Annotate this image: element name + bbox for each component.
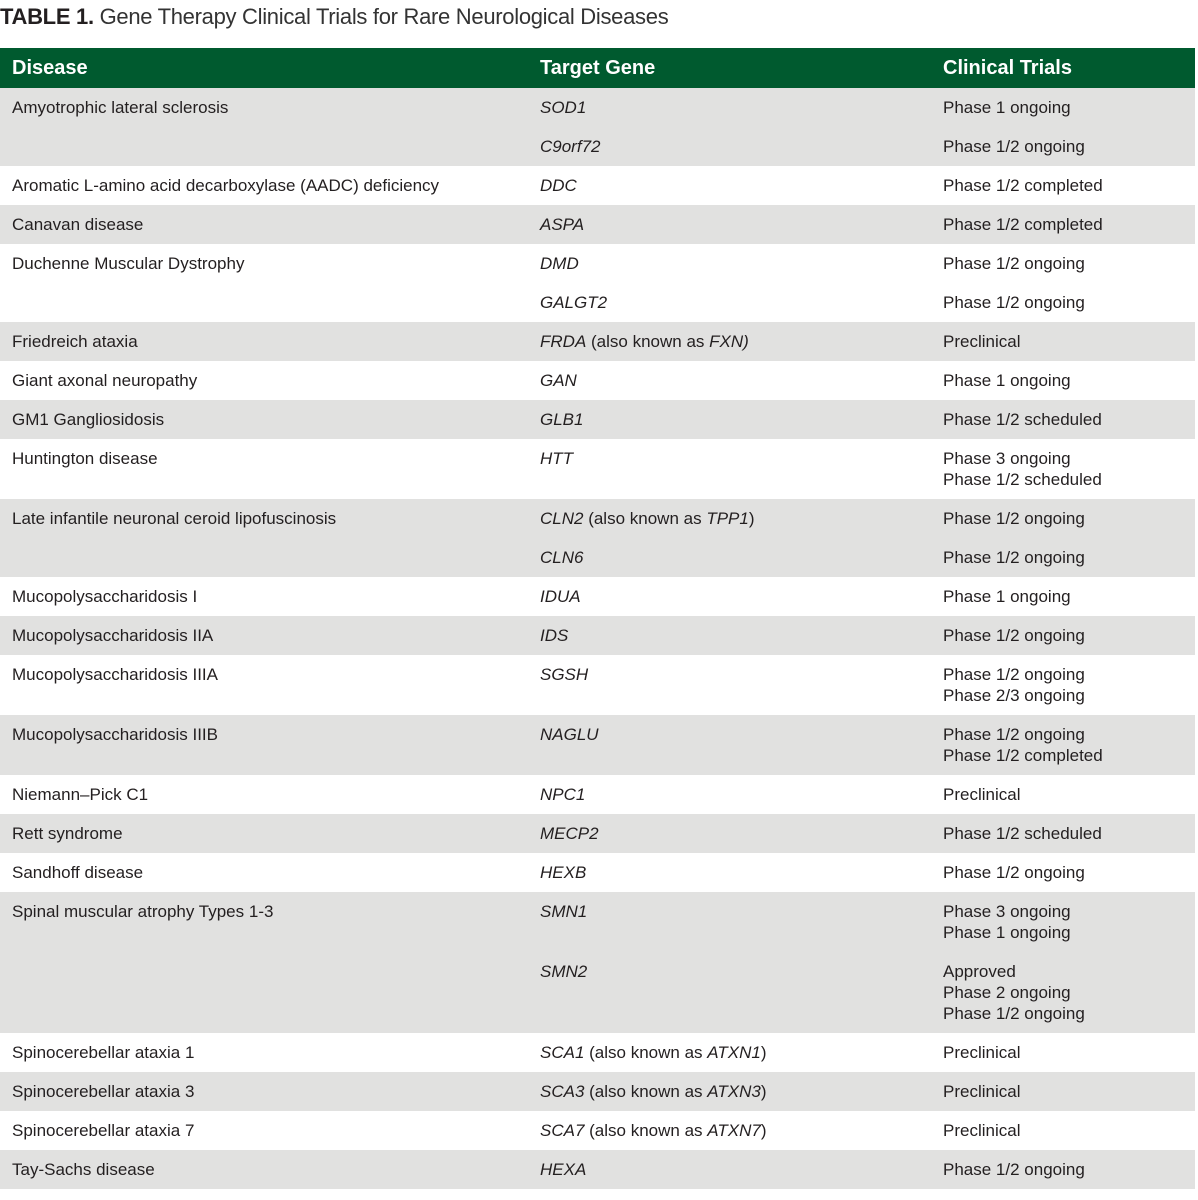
trial-list (943, 1081, 1195, 1102)
gene-text-part: FXN) (709, 332, 749, 351)
table-row (0, 814, 1195, 853)
target-gene-cell (540, 655, 943, 715)
trial-list (943, 1159, 1195, 1180)
trial-status: Approved (943, 962, 1016, 981)
disease-cell: Spinal muscular atrophy Types 1-3 (0, 892, 540, 1033)
trial-list (943, 862, 1195, 883)
gene-text-part: SMN2 (540, 962, 588, 981)
target-gene-cell (540, 853, 943, 892)
table-row (0, 616, 1195, 655)
trial-status: Phase 1/2 ongoing (943, 725, 1085, 744)
table-row (0, 577, 1195, 616)
target-gene-cell (540, 892, 943, 1033)
gene-text-part: C9orf72 (540, 137, 601, 156)
gene-text-part: ) (760, 1121, 767, 1140)
trial-list (943, 214, 1195, 235)
gene-text-part: ) (760, 1082, 767, 1101)
gene-text-part: (also known as (584, 1121, 708, 1140)
target-gene-cell (540, 499, 943, 577)
target-gene-cell (540, 166, 943, 205)
clinical-trials-cell (943, 322, 1195, 361)
target-gene-cell (540, 439, 943, 499)
clinical-trials-cell (943, 577, 1195, 616)
trial-status: Phase 2 ongoing (943, 983, 1071, 1002)
gene-text-part: (also known as (584, 1043, 708, 1062)
disease-cell: Aromatic L-amino acid decarboxylase (AADC) deficiency (12, 176, 440, 195)
gene-text-part: CLN6 (540, 548, 584, 567)
target-gene (540, 97, 943, 118)
target-gene (540, 664, 943, 706)
gene-text-part: TPP1 (706, 509, 749, 528)
target-gene-cell (540, 244, 943, 322)
table-caption (0, 4, 668, 30)
clinical-trials-cell (943, 166, 1195, 205)
gene-text-part: ATXN1 (707, 1043, 761, 1062)
trial-list (943, 823, 1195, 844)
trial-list (943, 724, 1195, 766)
clinical-trials-cell (943, 244, 1195, 322)
clinical-trials-cell (943, 1150, 1195, 1189)
gene-text-part: GAN (540, 371, 577, 390)
clinical-trials-cell (943, 853, 1195, 892)
gene-text-part: MECP2 (540, 824, 599, 843)
target-gene-cell (540, 88, 943, 166)
clinical-trials-cell (943, 1072, 1195, 1111)
trial-list (943, 370, 1195, 391)
gene-text-part: ASPA (540, 215, 585, 234)
disease-cell: Mucopolysaccharidosis IIIA (12, 665, 218, 684)
target-gene-cell (540, 1150, 943, 1189)
clinical-trials-cell (943, 814, 1195, 853)
gene-text-part: HEXB (540, 863, 587, 882)
gene-text-part: (also known as (583, 509, 707, 528)
gene-text-part: NPC1 (540, 785, 586, 804)
trial-list (943, 331, 1195, 352)
target-gene (540, 508, 943, 529)
target-gene-cell (540, 361, 943, 400)
gene-therapy-table (0, 48, 1195, 1189)
target-gene (540, 724, 943, 766)
clinical-trials-cell (943, 205, 1195, 244)
gene-text-part: ATXN3 (707, 1082, 761, 1101)
clinical-trials-cell (943, 439, 1195, 499)
trial-status: Phase 1 ongoing (943, 923, 1071, 942)
trial-list (943, 664, 1195, 706)
table-row (0, 361, 1195, 400)
table-row (0, 322, 1195, 361)
trial-status: Phase 1/2 scheduled (943, 824, 1102, 843)
target-gene (540, 1042, 943, 1063)
trial-status: Phase 1/2 ongoing (943, 509, 1085, 528)
target-gene-cell (540, 775, 943, 814)
clinical-trials-cell (943, 715, 1195, 775)
target-gene-cell (540, 400, 943, 439)
target-gene (540, 136, 943, 157)
target-gene-cell (540, 205, 943, 244)
trial-list (943, 253, 1195, 274)
trial-list (943, 784, 1195, 805)
gene-text-part: SCA1 (540, 1043, 585, 1062)
table-row (0, 1150, 1195, 1189)
target-gene (540, 784, 943, 805)
clinical-trials-cell (943, 361, 1195, 400)
clinical-trials-cell (943, 655, 1195, 715)
gene-text-part: SCA3 (540, 1082, 585, 1101)
gene-text-part: SCA7 (540, 1121, 585, 1140)
target-gene-cell (540, 814, 943, 853)
disease-cell: Duchenne Muscular Dystrophy (12, 254, 245, 273)
gene-text-part: IDUA (540, 587, 581, 606)
trial-status: Phase 1/2 ongoing (943, 1160, 1085, 1179)
table-row (0, 1033, 1195, 1072)
target-gene (540, 901, 943, 943)
disease-cell: Tay-Sachs disease (0, 1150, 540, 1189)
clinical-trials-cell (943, 892, 1195, 1033)
disease-cell: Spinocerebellar ataxia 7 (12, 1121, 195, 1140)
gene-text-part: HTT (540, 449, 574, 468)
disease-cell: Spinocerebellar ataxia 1 (12, 1043, 195, 1062)
table-row (0, 88, 1195, 166)
disease-cell: Niemann–Pick C1 (12, 785, 149, 804)
gene-text-part: IDS (540, 626, 569, 645)
table-row (0, 715, 1195, 775)
trial-list (943, 508, 1195, 529)
target-gene-cell (540, 1072, 943, 1111)
target-gene (540, 547, 943, 568)
table-row (0, 499, 1195, 577)
target-gene (540, 961, 943, 1024)
trial-status: Phase 1/2 completed (943, 746, 1103, 765)
trial-status: Phase 1 ongoing (943, 371, 1071, 390)
target-gene (540, 823, 943, 844)
trial-status: Phase 2/3 ongoing (943, 686, 1085, 705)
trial-list (943, 448, 1195, 490)
disease-cell: Mucopolysaccharidosis IIA (0, 616, 540, 655)
gene-text-part: ATXN7 (707, 1121, 761, 1140)
gene-text-part: ) (748, 509, 755, 528)
table-row (0, 166, 1195, 205)
table-row (0, 775, 1195, 814)
trial-list (943, 625, 1195, 646)
disease-cell: Amyotrophic lateral sclerosis (0, 88, 540, 166)
table-body (0, 88, 1195, 1189)
trial-list (943, 136, 1195, 157)
trial-status: Preclinical (943, 1082, 1021, 1101)
target-gene-cell (540, 322, 943, 361)
trial-list (943, 175, 1195, 196)
disease-cell: Canavan disease (0, 205, 540, 244)
trial-status: Phase 3 ongoing (943, 449, 1071, 468)
table-title: Gene Therapy Clinical Trials for Rare Neurological Diseases (99, 4, 669, 29)
gene-text-part: FRDA (540, 332, 587, 351)
target-gene (540, 862, 943, 883)
target-gene-cell (540, 1111, 943, 1150)
gene-text-part: GALGT2 (540, 293, 608, 312)
clinical-trials-cell (943, 1111, 1195, 1150)
trial-status: Phase 3 ongoing (943, 902, 1071, 921)
target-gene (540, 331, 943, 352)
disease-cell: Rett syndrome (0, 814, 540, 853)
clinical-trials-cell (943, 775, 1195, 814)
target-gene (540, 214, 943, 235)
gene-text-part: SGSH (540, 665, 589, 684)
table-row (0, 439, 1195, 499)
table-row (0, 1111, 1195, 1150)
column-header-clinical-trials: Clinical Trials (943, 48, 1195, 88)
table-row (0, 1072, 1195, 1111)
column-header-target-gene: Target Gene (540, 48, 943, 88)
trial-status: Preclinical (943, 1043, 1021, 1062)
target-gene (540, 448, 943, 490)
gene-text-part: SOD1 (540, 98, 587, 117)
clinical-trials-cell (943, 400, 1195, 439)
clinical-trials-cell (943, 1033, 1195, 1072)
table-row (0, 400, 1195, 439)
target-gene (540, 370, 943, 391)
gene-text-part: ) (760, 1043, 767, 1062)
trial-status: Phase 1/2 ongoing (943, 137, 1085, 156)
target-gene-cell (540, 715, 943, 775)
gene-text-part: GLB1 (540, 410, 584, 429)
target-gene-cell (540, 577, 943, 616)
target-gene (540, 409, 943, 430)
disease-cell: GM1 Gangliosidosis (0, 400, 540, 439)
trial-status: Phase 1/2 ongoing (943, 293, 1085, 312)
column-header-disease: Disease (0, 48, 540, 88)
trial-status: Phase 1/2 ongoing (943, 863, 1085, 882)
gene-text-part: DMD (540, 254, 579, 273)
disease-cell: Sandhoff disease (12, 863, 144, 882)
trial-status: Phase 1/2 ongoing (943, 626, 1085, 645)
target-gene (540, 175, 943, 196)
gene-text-part: (also known as (586, 332, 710, 351)
table-header-row (0, 48, 1195, 88)
trial-list (943, 409, 1195, 430)
trial-list (943, 547, 1195, 568)
disease-cell: Late infantile neuronal ceroid lipofuscinosis (0, 499, 540, 577)
disease-cell: Friedreich ataxia (0, 322, 540, 361)
trial-status: Phase 1 ongoing (943, 98, 1071, 117)
target-gene (540, 586, 943, 607)
target-gene-cell (540, 616, 943, 655)
gene-text-part: SMN1 (540, 902, 588, 921)
target-gene (540, 253, 943, 274)
trial-status: Phase 1/2 scheduled (943, 470, 1102, 489)
trial-status: Phase 1/2 scheduled (943, 410, 1102, 429)
table-row (0, 205, 1195, 244)
gene-text-part: DDC (540, 176, 577, 195)
table-row (0, 892, 1195, 1033)
trial-status: Preclinical (943, 332, 1021, 351)
trial-status: Phase 1/2 completed (943, 176, 1103, 195)
trial-list (943, 292, 1195, 313)
disease-cell: Spinocerebellar ataxia 3 (0, 1072, 540, 1111)
gene-text-part: CLN2 (540, 509, 584, 528)
table-row (0, 655, 1195, 715)
target-gene (540, 292, 943, 313)
target-gene (540, 1120, 943, 1141)
trial-list (943, 97, 1195, 118)
trial-list (943, 586, 1195, 607)
trial-status: Phase 1/2 ongoing (943, 254, 1085, 273)
clinical-trials-cell (943, 499, 1195, 577)
trial-list (943, 901, 1195, 943)
trial-status: Preclinical (943, 785, 1021, 804)
clinical-trials-cell (943, 616, 1195, 655)
trial-status: Phase 1 ongoing (943, 587, 1071, 606)
disease-cell: Huntington disease (12, 449, 158, 468)
trial-status: Phase 1/2 ongoing (943, 1004, 1085, 1023)
target-gene (540, 1081, 943, 1102)
trial-status: Phase 1/2 completed (943, 215, 1103, 234)
clinical-trials-cell (943, 88, 1195, 166)
trial-list (943, 1042, 1195, 1063)
table-label: TABLE 1. (0, 4, 94, 29)
trial-list (943, 1120, 1195, 1141)
gene-text-part: HEXA (540, 1160, 587, 1179)
trial-status: Preclinical (943, 1121, 1021, 1140)
trial-list (943, 961, 1195, 1024)
gene-text-part: NAGLU (540, 725, 599, 744)
trial-status: Phase 1/2 ongoing (943, 665, 1085, 684)
disease-cell: Mucopolysaccharidosis I (12, 587, 198, 606)
table-row (0, 244, 1195, 322)
disease-cell: Mucopolysaccharidosis IIIB (0, 715, 540, 775)
gene-text-part: (also known as (584, 1082, 708, 1101)
table-row (0, 853, 1195, 892)
trial-status: Phase 1/2 ongoing (943, 548, 1085, 567)
target-gene (540, 625, 943, 646)
target-gene (540, 1159, 943, 1180)
disease-cell: Giant axonal neuropathy (12, 371, 198, 390)
target-gene-cell (540, 1033, 943, 1072)
